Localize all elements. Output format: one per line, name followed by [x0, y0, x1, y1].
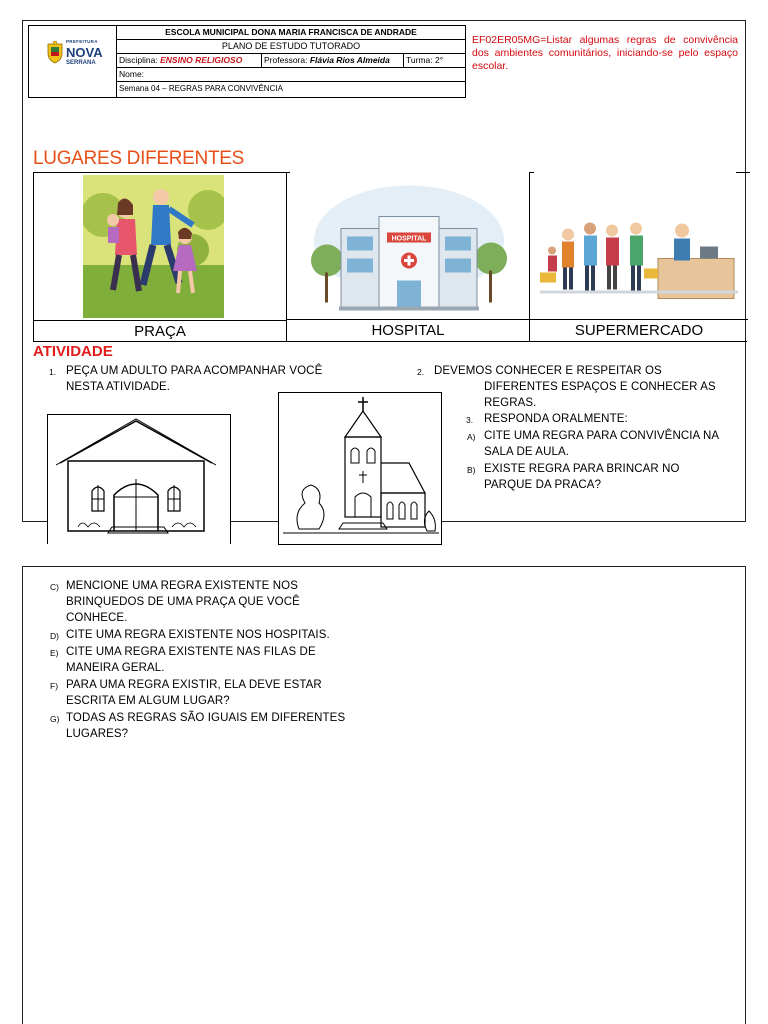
item-e-marker: E) — [50, 648, 59, 658]
place-label-praca: PRAÇA — [34, 320, 286, 343]
place-label-supermercado: SUPERMERCADO — [530, 319, 748, 342]
item-d-line-1: CITE UMA REGRA EXISTENTE NOS HOSPITAIS. — [66, 629, 330, 641]
chapel-drawing — [48, 415, 230, 544]
item-3-line-1: RESPONDA ORALMENTE: — [484, 413, 628, 425]
learning-objective: EF02ER05MG=Listar algumas regras de convivência dos ambientes comunitários, iniciando-se pelo espaço escolar. — [472, 34, 738, 72]
item-2-marker: 2. — [417, 367, 425, 377]
item-c-line-2: BRINQUEDOS DE UMA PRAÇA QUE VOCÊ — [66, 596, 300, 608]
item-g-line-2: LUGARES? — [66, 728, 129, 740]
discipline-value: ENSINO RELIGIOSO — [160, 55, 243, 65]
church-drawing-frame — [278, 392, 442, 545]
item-c-line-3: CONHECE. — [66, 612, 128, 624]
item-2-line-2: DIFERENTES ESPAÇOS E CONHECER AS — [484, 381, 716, 393]
logo-nova: NOVA — [66, 44, 103, 60]
header-table — [28, 25, 466, 98]
place-column-hospital — [287, 172, 530, 342]
item-a-line-1: CITE UMA REGRA PARA CONVIVÊNCIA NA — [484, 430, 720, 442]
worksheet-page-1 — [22, 20, 746, 522]
place-label-hospital: HOSPITAL — [287, 319, 529, 342]
discipline-cell — [117, 54, 262, 67]
table-rule — [530, 172, 534, 173]
school-name: ESCOLA MUNICIPAL DONA MARIA FRANCISCA DE ANDRADE — [117, 26, 465, 40]
item-e-line-2: MANEIRA GERAL. — [66, 662, 165, 674]
item-d-marker: D) — [50, 631, 59, 641]
logo-prefeitura: PREFEITURA — [66, 39, 98, 44]
item-g-line-1: TODAS AS REGRAS SÃO IGUAIS EM DIFERENTES — [66, 712, 346, 724]
activity-title: ATIVIDADE — [33, 343, 113, 360]
item-2-line-3: REGRAS. — [484, 397, 537, 409]
worksheet-page-2 — [22, 566, 746, 1024]
hospital-image — [309, 177, 509, 324]
item-e-line-1: CITE UMA REGRA EXISTENTE NAS FILAS DE — [66, 646, 316, 658]
item-1-marker: 1. — [49, 367, 57, 377]
chapel-drawing-frame — [47, 414, 231, 544]
item-b-marker: B) — [467, 465, 476, 475]
student-name-field[interactable]: Nome: — [117, 68, 465, 82]
places-table — [33, 172, 747, 342]
item-c-line-1: MENCIONE UMA REGRA EXISTENTE NOS — [66, 580, 298, 592]
item-a-marker: A) — [467, 432, 476, 442]
city-crest-icon — [45, 40, 65, 64]
logo-serrana: SERRANA — [66, 59, 96, 66]
week-title: Semana 04 – REGRAS PARA CONVIVÊNCIA — [119, 84, 283, 93]
item-b-line-1: EXISTE REGRA PARA BRINCAR NO — [484, 463, 680, 475]
logo-cell — [29, 26, 117, 97]
item-a-line-2: SALA DE AULA. — [484, 446, 570, 458]
table-rule — [736, 172, 750, 173]
city-logo-text — [66, 40, 114, 66]
teacher-cell — [262, 54, 404, 67]
family-park-image — [83, 173, 224, 320]
item-3-marker: 3. — [466, 415, 474, 425]
section-title: LUGARES DIFERENTES — [33, 148, 245, 169]
item-f-line-2: ESCRITA EM ALGUM LUGAR? — [66, 695, 230, 707]
supermarket-image — [540, 192, 738, 339]
place-column-praca — [34, 172, 287, 342]
item-g-marker: G) — [50, 714, 60, 724]
discipline-row — [117, 54, 465, 68]
item-f-line-1: PARA UMA REGRA EXISTIR, ELA DEVE ESTAR — [66, 679, 322, 691]
item-c-marker: C) — [50, 582, 59, 592]
item-1-line-2: NESTA ATIVIDADE. — [66, 381, 171, 393]
item-b-line-2: PARQUE DA PRACA? — [484, 479, 602, 491]
class-cell: Turma: 2° — [406, 55, 444, 65]
item-1-line-1: PEÇA UM ADULTO PARA ACOMPANHAR VOCÊ — [66, 365, 323, 377]
hospital-sign-text: HOSPITAL — [391, 235, 427, 243]
discipline-label: Disciplina: — [119, 55, 158, 65]
plan-title: PLANO DE ESTUDO TUTORADO — [117, 40, 465, 54]
item-2-line-1: DEVEMOS CONHECER E RESPEITAR OS — [434, 365, 662, 377]
place-column-supermercado — [530, 172, 748, 342]
item-f-marker: F) — [50, 681, 59, 691]
teacher-value: Flávia Rios Almeida — [309, 55, 390, 65]
table-rule — [286, 172, 290, 173]
teacher-label: Professora: — [264, 55, 308, 65]
church-drawing — [279, 393, 441, 544]
